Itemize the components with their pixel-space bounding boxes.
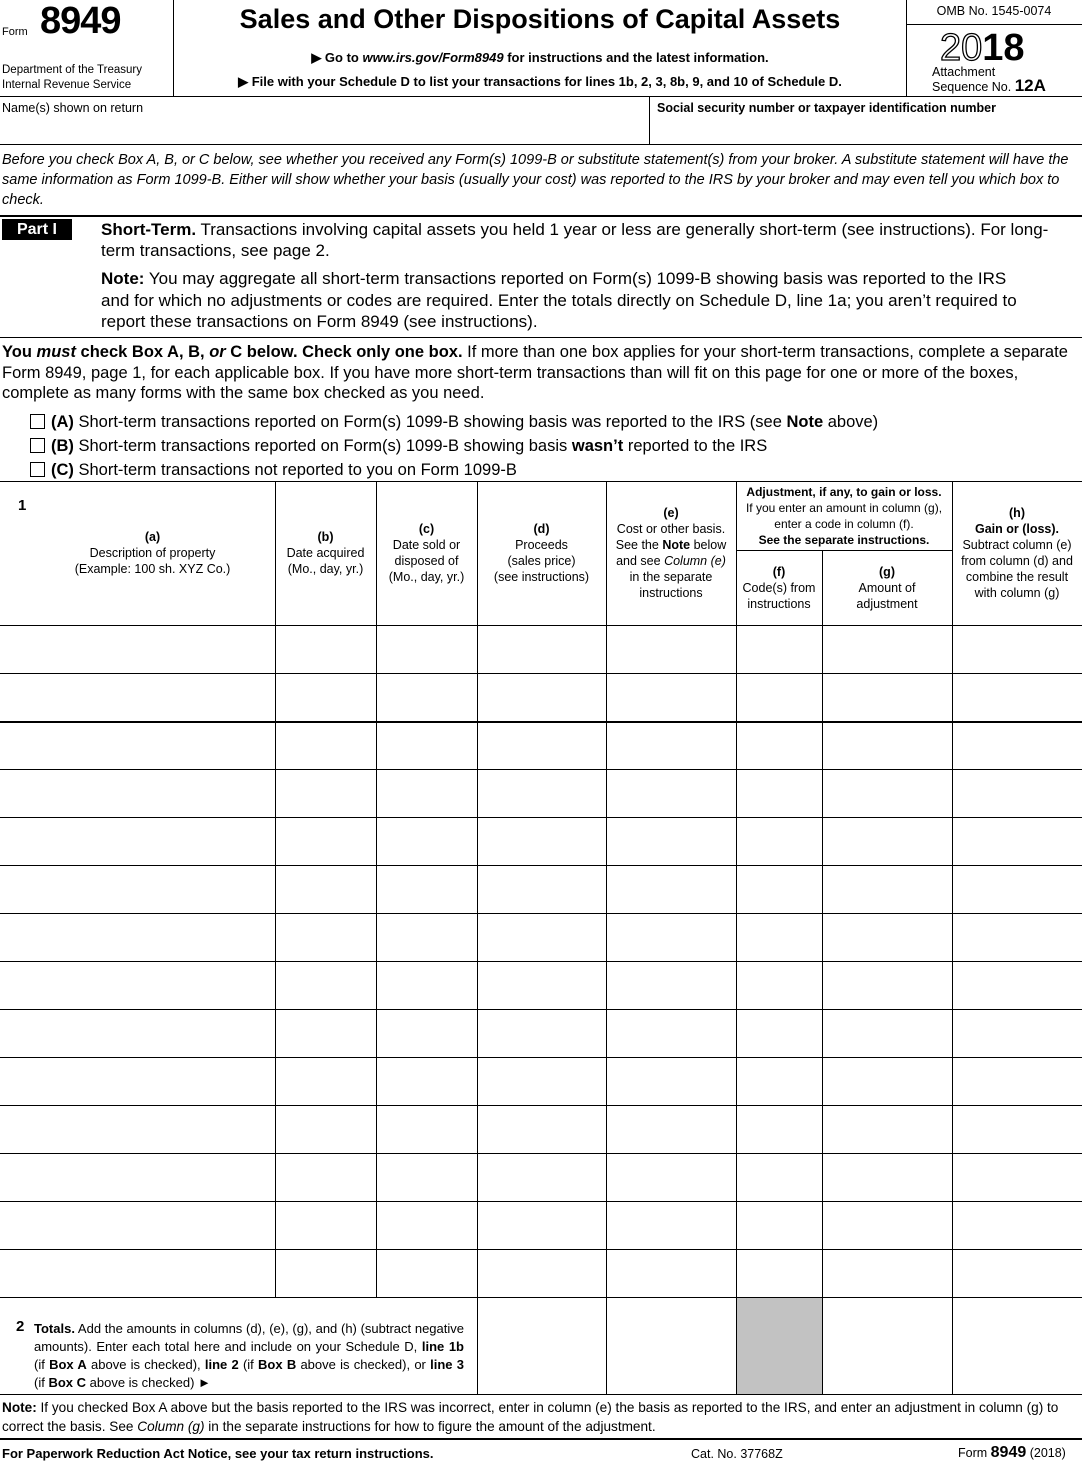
form-number: 8949 xyxy=(40,0,121,42)
code-cell[interactable] xyxy=(738,1250,821,1296)
date-sold-cell[interactable] xyxy=(378,1154,476,1200)
adjustment-cell[interactable] xyxy=(824,1154,951,1200)
description-cell[interactable] xyxy=(2,1154,274,1200)
code-cell[interactable] xyxy=(738,722,821,768)
total-proceeds-field[interactable] xyxy=(478,1298,605,1394)
date-acquired-cell[interactable] xyxy=(277,770,375,816)
description-cell[interactable] xyxy=(2,1010,274,1056)
adjustment-cell[interactable] xyxy=(824,914,951,960)
code-cell[interactable] xyxy=(738,818,821,864)
footer-form-id: Form 8949 (2018) xyxy=(958,1444,1066,1461)
gain-loss-cell[interactable] xyxy=(954,1202,1081,1248)
box-b-checkbox[interactable] xyxy=(30,438,45,453)
date-sold-cell[interactable] xyxy=(378,866,476,912)
description-cell[interactable] xyxy=(2,962,274,1008)
col-d-header: (d) Proceeds (sales price) (see instructions) xyxy=(493,522,590,584)
ssn-label: Social security number or taxpayer identification number xyxy=(657,101,996,115)
description-cell[interactable] xyxy=(2,866,274,912)
proceeds-cell[interactable] xyxy=(479,866,605,912)
date-sold-cell[interactable] xyxy=(378,1010,476,1056)
code-cell[interactable] xyxy=(738,1154,821,1200)
cost-basis-cell[interactable] xyxy=(608,962,735,1008)
date-sold-cell[interactable] xyxy=(378,722,476,768)
date-sold-cell[interactable] xyxy=(378,818,476,864)
adjustment-cell[interactable] xyxy=(824,626,951,672)
adjustment-cell[interactable] xyxy=(824,1106,951,1152)
cost-basis-cell[interactable] xyxy=(608,770,735,816)
col-g-header: (g) Amount of adjustment xyxy=(856,564,918,611)
description-cell[interactable] xyxy=(2,770,274,816)
total-cost-basis-field[interactable] xyxy=(607,1298,735,1394)
box-c-option[interactable]: (C) Short-term transactions not reported to you on Form 1099-B xyxy=(30,458,878,482)
adjustment-cell[interactable] xyxy=(824,674,951,720)
date-acquired-cell[interactable] xyxy=(277,1058,375,1104)
cost-basis-cell[interactable] xyxy=(608,1202,735,1248)
adjustment-cell[interactable] xyxy=(824,770,951,816)
proceeds-cell[interactable] xyxy=(479,1010,605,1056)
code-cell[interactable] xyxy=(738,1058,821,1104)
catalog-number: Cat. No. 37768Z xyxy=(691,1447,783,1461)
code-cell[interactable] xyxy=(738,674,821,720)
proceeds-cell[interactable] xyxy=(479,722,605,768)
totals-label: Totals. Add the amounts in columns (d), (e), (g), and (h) (subtract negative amounts). Enter each total here and include on your Schedule D, line 1b (if Box A above is checked), line 2 (if Box B above is checked), or line 3 (if Box C above is checked) ► xyxy=(34,1321,464,1390)
gain-loss-cell[interactable] xyxy=(954,674,1081,720)
adjustment-cell[interactable] xyxy=(824,1010,951,1056)
name-field[interactable] xyxy=(2,118,642,142)
form-title: Sales and Other Dispositions of Capital Assets xyxy=(239,4,841,34)
date-acquired-cell[interactable] xyxy=(277,1106,375,1152)
paperwork-notice: For Paperwork Reduction Act Notice, see your tax return instructions. xyxy=(2,1446,434,1461)
cost-basis-cell[interactable] xyxy=(608,914,735,960)
description-cell[interactable] xyxy=(2,818,274,864)
col-b-header: (b) Date acquired (Mo., day, yr.) xyxy=(286,530,365,576)
description-cell[interactable] xyxy=(2,1250,274,1296)
name-label: Name(s) shown on return xyxy=(2,101,144,115)
date-sold-cell[interactable] xyxy=(378,962,476,1008)
gain-loss-cell[interactable] xyxy=(954,962,1081,1008)
description-cell[interactable] xyxy=(2,1106,274,1152)
gain-loss-cell[interactable] xyxy=(954,770,1081,816)
description-cell[interactable] xyxy=(2,1202,274,1248)
code-cell[interactable] xyxy=(738,1202,821,1248)
total-adjustment-field[interactable] xyxy=(823,1298,951,1394)
gain-loss-cell[interactable] xyxy=(954,1154,1081,1200)
description-cell[interactable] xyxy=(2,626,274,672)
adjustment-cell[interactable] xyxy=(824,722,951,768)
line-1-number: 1 xyxy=(18,497,27,514)
date-acquired-cell[interactable] xyxy=(277,962,375,1008)
part1-heading: Short-Term. Transactions involving capital assets you held 1 year or less are generally short-term (see instructions). For long-term transactions, see page 2. xyxy=(101,220,1049,260)
proceeds-cell[interactable] xyxy=(479,626,605,672)
col-a-header: (a) Description of property (Example: 100 sh. XYZ Co.) xyxy=(74,530,231,576)
cost-basis-cell[interactable] xyxy=(608,1154,735,1200)
ssn-field[interactable] xyxy=(657,118,1077,142)
must-check-instructions: You must check Box A, B, or C below. Check only one box. If more than one box applies for your short-term transactions, complete a separate Form 8949, page 1, for each applicable box. If you have more short-term transactions than will fit on this page for one or more of the boxes, complete as many forms with the same box checked as you need. xyxy=(2,343,1068,402)
goto-instructions: ▶ Go to www.irs.gov/Form8949 for instructions and the latest information. xyxy=(311,50,769,65)
col-f-header: (f) Code(s) from instructions xyxy=(742,564,816,611)
proceeds-cell[interactable] xyxy=(479,1250,605,1296)
date-acquired-cell[interactable] xyxy=(277,866,375,912)
adjustment-cell[interactable] xyxy=(824,1058,951,1104)
proceeds-cell[interactable] xyxy=(479,1058,605,1104)
total-gain-loss-field[interactable] xyxy=(953,1298,1081,1394)
date-acquired-cell[interactable] xyxy=(277,722,375,768)
box-options xyxy=(30,410,878,482)
cost-basis-cell[interactable] xyxy=(608,1250,735,1296)
attachment-sequence: Attachment Sequence No. 12A xyxy=(932,65,1046,95)
department-name: Department of the Treasury Internal Revenue Service xyxy=(2,64,142,91)
code-cell[interactable] xyxy=(738,1010,821,1056)
cost-basis-cell[interactable] xyxy=(608,866,735,912)
box-b-option[interactable]: (B) Short-term transactions reported on Form(s) 1099-B showing basis wasn’t reported to the IRS xyxy=(30,434,878,458)
description-cell[interactable] xyxy=(2,722,274,768)
cost-basis-cell[interactable] xyxy=(608,818,735,864)
date-sold-cell[interactable] xyxy=(378,770,476,816)
col-e-header: (e) Cost or other basis. See the Note below and see Column (e) in the separate instructions xyxy=(615,506,727,600)
date-acquired-cell[interactable] xyxy=(277,1202,375,1248)
intro-text: Before you check Box A, B, or C below, see whether you received any Form(s) 1099-B or substitute statement(s) from your broker. A substitute statement will have the same information as Form 1099-B. Either will show whether your basis (usually your cost) was reported to the IRS by your broker and may even tell you which box to check. xyxy=(2,152,1069,208)
date-acquired-cell[interactable] xyxy=(277,1010,375,1056)
proceeds-cell[interactable] xyxy=(479,674,605,720)
date-sold-cell[interactable] xyxy=(378,1058,476,1104)
adjustment-cell[interactable] xyxy=(824,866,951,912)
date-sold-cell[interactable] xyxy=(378,1106,476,1152)
cost-basis-cell[interactable] xyxy=(608,674,735,720)
adjustment-cell[interactable] xyxy=(824,1202,951,1248)
box-a-option[interactable]: (A) Short-term transactions reported on Form(s) 1099-B showing basis was reported to the IRS (see Note above) xyxy=(30,410,878,434)
box-c-checkbox[interactable] xyxy=(30,462,45,477)
code-cell[interactable] xyxy=(738,866,821,912)
date-sold-cell[interactable] xyxy=(378,626,476,672)
adjustment-cell[interactable] xyxy=(824,818,951,864)
proceeds-cell[interactable] xyxy=(479,1106,605,1152)
file-with-instruction: ▶ File with your Schedule D to list your transactions for lines 1b, 2, 3, 8b, 9, and 10 of Schedule D. xyxy=(238,74,842,89)
date-acquired-cell[interactable] xyxy=(277,818,375,864)
shaded-code-cell xyxy=(737,1298,822,1394)
tax-year: 2018 xyxy=(940,27,1025,69)
code-cell[interactable] xyxy=(738,962,821,1008)
gain-loss-cell[interactable] xyxy=(954,1250,1081,1296)
gain-loss-cell[interactable] xyxy=(954,1058,1081,1104)
description-cell[interactable] xyxy=(2,1058,274,1104)
date-acquired-cell[interactable] xyxy=(277,1250,375,1296)
date-sold-cell[interactable] xyxy=(378,914,476,960)
bottom-note: Note: If you checked Box A above but the basis reported to the IRS was incorrect, enter in column (e) the basis as reported to the IRS, and enter an adjustment in column (g) to correct the basis. See Column (g) in the separate instructions for how to figure the amount of the adjustment. xyxy=(2,1400,1059,1434)
proceeds-cell[interactable] xyxy=(479,1154,605,1200)
date-acquired-cell[interactable] xyxy=(277,626,375,672)
gain-loss-cell[interactable] xyxy=(954,914,1081,960)
description-cell[interactable] xyxy=(2,674,274,720)
line-2-number: 2 xyxy=(16,1318,25,1335)
date-sold-cell[interactable] xyxy=(378,1202,476,1248)
gain-loss-cell[interactable] xyxy=(954,722,1081,768)
gain-loss-cell[interactable] xyxy=(954,1010,1081,1056)
proceeds-cell[interactable] xyxy=(479,1202,605,1248)
box-a-checkbox[interactable] xyxy=(30,414,45,429)
description-cell[interactable] xyxy=(2,914,274,960)
gain-loss-cell[interactable] xyxy=(954,818,1081,864)
gain-loss-cell[interactable] xyxy=(954,1106,1081,1152)
col-h-header: (h) Gain or (loss). Subtract column (e) from column (d) and combine the result with column (g) xyxy=(961,506,1073,600)
date-acquired-cell[interactable] xyxy=(277,1154,375,1200)
col-c-header: (c) Date sold or disposed of (Mo., day, yr.) xyxy=(388,522,465,584)
adjustment-cell[interactable] xyxy=(824,962,951,1008)
code-cell[interactable] xyxy=(738,914,821,960)
proceeds-cell[interactable] xyxy=(479,770,605,816)
form-label: Form xyxy=(2,26,28,38)
date-sold-cell[interactable] xyxy=(378,674,476,720)
gain-loss-cell[interactable] xyxy=(954,866,1081,912)
cost-basis-cell[interactable] xyxy=(608,1106,735,1152)
cost-basis-cell[interactable] xyxy=(608,1058,735,1104)
proceeds-cell[interactable] xyxy=(479,914,605,960)
cost-basis-cell[interactable] xyxy=(608,1010,735,1056)
cost-basis-cell[interactable] xyxy=(608,626,735,672)
date-sold-cell[interactable] xyxy=(378,1250,476,1296)
date-acquired-cell[interactable] xyxy=(277,674,375,720)
cost-basis-cell[interactable] xyxy=(608,722,735,768)
adjustment-header: Adjustment, if any, to gain or loss. If you enter an amount in column (g), enter a code in column (f). See the separate instructions. xyxy=(745,485,943,547)
adjustment-cell[interactable] xyxy=(824,1250,951,1296)
date-acquired-cell[interactable] xyxy=(277,914,375,960)
proceeds-cell[interactable] xyxy=(479,962,605,1008)
irs-url-link[interactable]: www.irs.gov/Form8949 xyxy=(362,50,504,65)
proceeds-cell[interactable] xyxy=(479,818,605,864)
part-badge: Part I xyxy=(2,219,72,240)
code-cell[interactable] xyxy=(738,1106,821,1152)
code-cell[interactable] xyxy=(738,626,821,672)
gain-loss-cell[interactable] xyxy=(954,626,1081,672)
code-cell[interactable] xyxy=(738,770,821,816)
part1-note: Note: You may aggregate all short-term transactions reported on Form(s) 1099-B showing basis was reported to the IRS and for which no adjustments or codes are required. Enter the totals directly on Schedule D, line 1a; you aren’t required to report these transactions on Form 8949 (see instructions). xyxy=(101,269,1017,331)
omb-number: OMB No. 1545-0074 xyxy=(936,4,1052,18)
